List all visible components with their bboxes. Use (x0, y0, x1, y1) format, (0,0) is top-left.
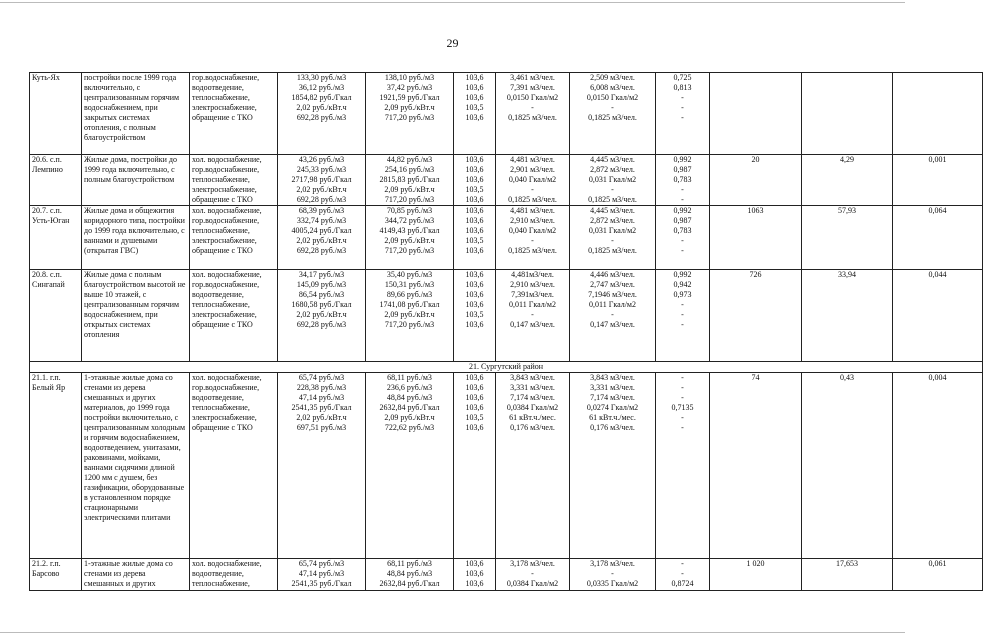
coefficient-cell: 0,725 0,813 - - - (656, 73, 710, 155)
share-cell: 0,004 (893, 373, 983, 559)
norm-current-cell: 3,843 м3/чел. 3,331 м3/чел. 7,174 м3/чел. 0,0384 Гкал/м2 61 кВт.ч./мес. 0,176 м3/чел. (496, 373, 570, 559)
index-cell: 103,6 103,6 103,6 (454, 559, 496, 591)
share-cell: 0,064 (893, 206, 983, 270)
percent-cell: 57,93 (802, 206, 893, 270)
table-row (30, 373, 983, 559)
tariff-current-cell: 68,39 руб./м3 332,74 руб./м3 4005,24 руб./Гкал 2,02 руб./кВт.ч 692,28 руб./м3 (278, 206, 366, 270)
index-cell: 103,6 103,6 103,6 103,5 103,6 (454, 73, 496, 155)
index-cell: 103,6 103,6 103,6 103,5 103,6 (454, 155, 496, 206)
tariff-current-cell: 65,74 руб./м3 47,14 руб./м3 2541,35 руб./Гкал (278, 559, 366, 591)
norm-new-cell: 4,445 м3/чел. 2,872 м3/чел. 0,031 Гкал/м2 - 0,1825 м3/чел. (570, 206, 656, 270)
norm-current-cell: 4,481м3/чел. 2,910 м3/чел. 7,391м3/чел. 0,011 Гкал/м2 - 0,147 м3/чел. (496, 270, 570, 362)
services-cell: хол. водоснабжение, гор.водоснабжение, водоотведение, теплоснабжение, электроснабжение, обращение с ТКО (190, 373, 278, 559)
tariff-new-cell: 138,10 руб./м3 37,42 руб./м3 1921,59 руб./Гкал 2,09 руб./кВт.ч 717,20 руб./м3 (366, 73, 454, 155)
municipality-cell: 21.1. г.п. Белый Яр (30, 373, 82, 559)
norm-new-cell: 4,445 м3/чел. 2,872 м3/чел. 0,031 Гкал/м2 - 0,1825 м3/чел. (570, 155, 656, 206)
tariff-current-cell: 133,30 руб./м3 36,12 руб./м3 1854,82 руб./Гкал 2,02 руб./кВт.ч 692,28 руб./м3 (278, 73, 366, 155)
share-cell: 0,001 (893, 155, 983, 206)
coefficient-cell: 0,992 0,987 0,783 - - (656, 206, 710, 270)
tariff-current-cell: 34,17 руб./м3 145,09 руб./м3 86,54 руб./м3 1680,58 руб./Гкал 2,02 руб./кВт.ч 692,28 руб./м3 (278, 270, 366, 362)
table-row (30, 206, 983, 270)
population-cell: 20 (710, 155, 802, 206)
index-cell: 103,6 103,6 103,6 103,5 103,6 (454, 206, 496, 270)
population-cell: 74 (710, 373, 802, 559)
share-cell: 0,044 (893, 270, 983, 362)
description-cell: постройки после 1999 года включительно, с централизованным горячим водоснабжением, при закрытых системах отопления, с полным благоустройством (82, 73, 190, 155)
norm-current-cell: 3,461 м3/чел. 7,391 м3/чел. 0,0150 Гкал/м2 - 0,1825 м3/чел. (496, 73, 570, 155)
tariff-new-cell: 68,11 руб./м3 236,6 руб./м3 48,84 руб./м3 2632,84 руб./Гкал 2,09 руб./кВт.ч 722,62 руб./м3 (366, 373, 454, 559)
percent-cell: 33,94 (802, 270, 893, 362)
coefficient-cell: 0,992 0,987 0,783 - - (656, 155, 710, 206)
population-cell: 726 (710, 270, 802, 362)
share-cell (893, 73, 983, 155)
coefficient-cell: 0,992 0,942 0,973 - - - (656, 270, 710, 362)
coefficient-cell: - - 0,8724 (656, 559, 710, 591)
table-row (30, 73, 983, 155)
services-cell: хол. водоснабжение, гор.водоснабжение, водоотведение, теплоснабжение, электроснабжение, обращение с ТКО (190, 270, 278, 362)
population-cell: 1063 (710, 206, 802, 270)
norm-current-cell: 4,481 м3/чел. 2,901 м3/чел. 0,040 Гкал/м2 - 0,1825 м3/чел. (496, 155, 570, 206)
percent-cell: 0,43 (802, 373, 893, 559)
municipality-cell: 20.7. с.п. Усть-Юган (30, 206, 82, 270)
description-cell: 1-этажные жилые дома со стенами из дерева смешанных и других (82, 559, 190, 591)
population-cell (710, 73, 802, 155)
services-cell: гор.водоснабжение, водоотведение, теплоснабжение, электроснабжение, обращение с ТКО (190, 73, 278, 155)
index-cell: 103,6 103,6 103,6 103,6 103,5 103,6 (454, 270, 496, 362)
table-row (30, 559, 983, 591)
tariff-table (29, 72, 983, 591)
norm-new-cell: 2,509 м3/чел. 6,008 м3/чел. 0,0150 Гкал/м2 - 0,1825 м3/чел. (570, 73, 656, 155)
description-cell: Жилые дома с полным благоустройством высотой не выше 10 этажей, с централизованным горячим водоснабжением, при открытых системах отопления (82, 270, 190, 362)
norm-current-cell: 4,481 м3/чел. 2,910 м3/чел. 0,040 Гкал/м2 - 0,1825 м3/чел. (496, 206, 570, 270)
norm-new-cell: 3,178 м3/чел. - 0,0335 Гкал/м2 (570, 559, 656, 591)
municipality-cell: 21.2. г.п. Барсово (30, 559, 82, 591)
percent-cell: 17,653 (802, 559, 893, 591)
percent-cell (802, 73, 893, 155)
top-scan-edge (0, 2, 905, 3)
services-cell: хол. водоснабжение, гор.водоснабжение, теплоснабжение, электроснабжение, обращение с ТКО (190, 155, 278, 206)
services-cell: хол. водоснабжение, водоотведение, теплоснабжение, (190, 559, 278, 591)
tariff-new-cell: 70,85 руб./м3 344,72 руб./м3 4149,43 руб./Гкал 2,09 руб./кВт.ч 717,20 руб./м3 (366, 206, 454, 270)
share-cell: 0,061 (893, 559, 983, 591)
norm-new-cell: 3,843 м3/чел. 3,331 м3/чел. 7,174 м3/чел. 0,0274 Гкал/м2 61 кВт.ч./мес. 0,176 м3/чел. (570, 373, 656, 559)
bottom-scan-edge (0, 632, 905, 633)
tariff-new-cell: 44,82 руб./м3 254,16 руб./м3 2815,83 руб./Гкал 2,09 руб./кВт.ч 717,20 руб./м3 (366, 155, 454, 206)
services-cell: хол. водоснабжение, гор.водоснабжение, теплоснабжение, электроснабжение, обращение с ТКО (190, 206, 278, 270)
tariff-current-cell: 65,74 руб./м3 228,38 руб./м3 47,14 руб./м3 2541,35 руб./Гкал 2,02 руб./кВт.ч 697,51 руб./м3 (278, 373, 366, 559)
percent-cell: 4,29 (802, 155, 893, 206)
description-cell: Жилые дома и общежития коридорного типа, постройки до 1999 года включительно, с ваннами и душевыми (открытая ГВС) (82, 206, 190, 270)
section-title: 21. Сургутский район (30, 362, 983, 373)
coefficient-cell: - - - 0,7135 - - (656, 373, 710, 559)
section-row (30, 362, 983, 373)
norm-current-cell: 3,178 м3/чел. - 0,0384 Гкал/м2 (496, 559, 570, 591)
table-row (30, 270, 983, 362)
index-cell: 103,6 103,6 103,6 103,6 103,5 103,6 (454, 373, 496, 559)
population-cell: 1 020 (710, 559, 802, 591)
municipality-cell: 20.8. с.п. Сингапай (30, 270, 82, 362)
municipality-cell: Куть-Ях (30, 73, 82, 155)
page-number: 29 (446, 36, 459, 50)
description-cell: Жилые дома, постройки до 1999 года включительно, с полным благоустройством (82, 155, 190, 206)
tariff-new-cell: 35,40 руб./м3 150,31 руб./м3 89,66 руб./м3 1741,08 руб./Гкал 2,09 руб./кВт.ч 717,20 руб./м3 (366, 270, 454, 362)
municipality-cell: 20.6. с.п. Лемпино (30, 155, 82, 206)
description-cell: 1-этажные жилые дома со стенами из дерева смешанных и других материалов, до 1999 года постройки включительно, с централизованным холодным и горячим водоснабжением, водоотведением, унитазами, раковинами, мойками, ваннами сидячими длиной 1200 мм с душем, без газификации, оборудованные в установленном порядке стационарными электрическими плитами (82, 373, 190, 559)
table-row (30, 155, 983, 206)
tariff-new-cell: 68,11 руб./м3 48,84 руб./м3 2632,84 руб./Гкал (366, 559, 454, 591)
tariff-current-cell: 43,26 руб./м3 245,33 руб./м3 2717,98 руб./Гкал 2,02 руб./кВт.ч 692,28 руб./м3 (278, 155, 366, 206)
norm-new-cell: 4,446 м3/чел. 2,747 м3/чел. 7,1946 м3/чел. 0,011 Гкал/м2 - 0,147 м3/чел. (570, 270, 656, 362)
